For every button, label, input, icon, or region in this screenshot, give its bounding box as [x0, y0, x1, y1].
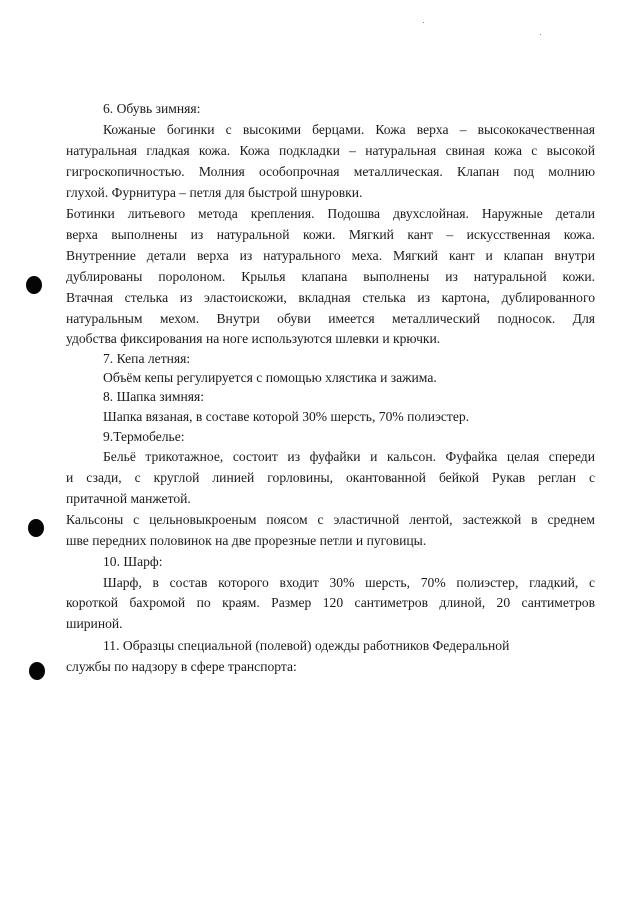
section-heading-thermal-underwear: 9.Термобелье: — [103, 429, 185, 444]
text-line: дублированы поролоном. Крылья клапана выполнены из натуральной кожи. — [66, 269, 595, 284]
text-line: глухой. Фурнитура – петля для быстрой шнуровки. — [66, 185, 363, 200]
punch-hole-icon — [26, 276, 42, 294]
text-line: и сзади, с круглой линией горловины, окантованной бейкой Рукав реглан с — [66, 470, 595, 485]
punch-hole-icon — [29, 662, 45, 680]
text-line: натуральным мехом. Внутри обуви имеется металлический подносок. Для — [66, 311, 595, 326]
section-heading-winter-hat: 8. Шапка зимняя: — [103, 389, 205, 404]
text-line: шве передних половинок на две прорезные петли и пуговицы. — [66, 533, 427, 548]
text-line: Кожаные богинки с высокими берцами. Кожа верха – высококачественная — [103, 122, 595, 137]
scan-speck — [423, 22, 424, 23]
text-line: Шарф, в состав которого входит 30% шерсть, 70% полиэстер, гладкий, с — [103, 575, 595, 590]
text-line: верха выполнены из натуральной кожи. Мягкий кант – искусственная кожа. — [66, 227, 595, 242]
scan-speck — [540, 34, 541, 35]
section-heading-winter-shoes: 6. Обувь зимняя: — [103, 101, 201, 116]
punch-hole-icon — [28, 519, 44, 537]
text-line: короткой бахромой по краям. Размер 120 сантиметров длиной, 20 сантиметров — [66, 595, 595, 610]
section-heading-scarf: 10. Шарф: — [103, 554, 163, 569]
text-line: Объём кепы регулируется с помощью хлястика и зажима. — [103, 370, 437, 385]
section-heading-summer-cap: 7. Кепа летняя: — [103, 351, 191, 366]
text-line: Втачная стелька из эластоискожи, вкладная стелька из картона, дублированного — [66, 290, 595, 305]
text-line: шириной. — [66, 616, 123, 631]
text-line: Кальсоны с цельновыкроеным поясом с эластичной лентой, застежкой в среднем — [66, 512, 595, 527]
text-line: Внутренние детали верха из натурального меха. Мягкий кант и клапан внутри — [66, 248, 595, 263]
text-line: гигроскопичностью. Молния особопрочная металлическая. Клапан под молнию — [66, 164, 595, 179]
text-line: натуральная гладкая кожа. Кожа подкладки – натуральная свиная кожа с высокой — [66, 143, 595, 158]
text-line: Бельё трикотажное, состоит из фуфайки и кальсон. Фуфайка целая спереди — [103, 449, 595, 464]
text-line: Шапка вязаная, в составе которой 30% шерсть, 70% полиэстер. — [103, 409, 470, 424]
text-line: Ботинки литьевого метода крепления. Подошва двухслойная. Наружные детали — [66, 206, 595, 221]
section-heading-field-clothing: 11. Образцы специальной (полевой) одежды работников Федеральной — [103, 638, 510, 653]
text-line: службы по надзору в сфере транспорта: — [66, 659, 297, 674]
text-line: притачной манжетой. — [66, 491, 191, 506]
text-line: удобства фиксирования на ноге используются шлевки и крючки. — [66, 331, 441, 346]
